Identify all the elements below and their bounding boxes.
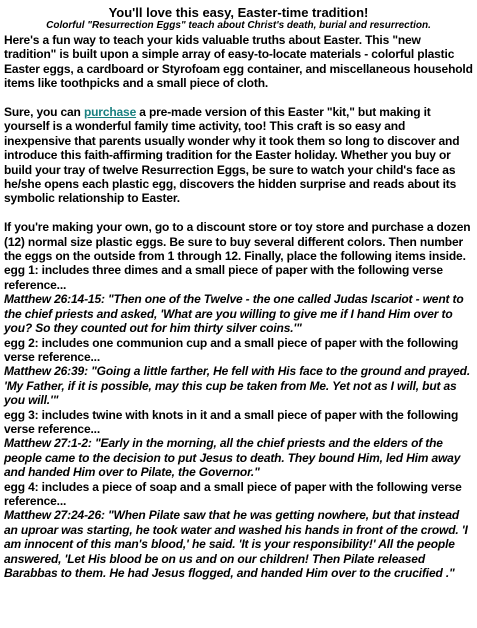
- egg-1-label: egg 1:: [4, 263, 39, 278]
- egg-3-reference: Matthew 27:1-2:: [4, 436, 92, 451]
- egg-4-reference: Matthew 27:24-26:: [4, 508, 105, 523]
- intro-paragraph-2-rest: a pre-made version of this Easter "kit," but making it yourself is a wonderful family time activity, too! This craft is so easy and inexpensive that parents usually wonder why it took them so long to discover and introduce this faith-affirming tradition for the Easter holiday. Whether you buy or build your tray of twelve Resurrection Eggs, be sure to watch your child's face as he/she opens each plastic egg, discovers the hidden surprise and reads about its symbolic relationship to Easter.: [4, 105, 460, 206]
- egg-2-verse: [4, 364, 473, 407]
- article-body: [4, 33, 473, 580]
- egg-3-instruction: [4, 408, 473, 437]
- page-title: You'll love this easy, Easter-time tradition!: [108, 5, 369, 20]
- egg-2-item: includes one communion cup and a small piece of paper with the following verse reference...: [4, 335, 459, 364]
- egg-1-reference: Matthew 26:14-15:: [4, 292, 105, 307]
- egg-3-item: includes twine with knots in it and a small piece of paper with the following verse reference...: [4, 407, 459, 436]
- intro-paragraph-3: If you're making your own, go to a discount store or toy store and purchase a dozen (12) normal size plastic eggs. Be sure to buy several different colors. Then number the eggs on the outside from 1 through 12. Finally, place the following items inside.: [4, 220, 471, 264]
- intro-paragraph-1: Here's a fun way to teach your kids valuable truths about Easter. This "new tradition" is built upon a simple array of easy-to-locate materials - colorful plastic Easter eggs, a cardboard or Styrofoam egg container, and miscellaneous household items like toothpicks and a small piece of cloth.: [4, 33, 473, 91]
- intro-paragraph-2: [4, 105, 473, 206]
- paragraph-spacer: [4, 91, 473, 105]
- egg-1-instruction: [4, 263, 473, 292]
- egg-4-item: includes a piece of soap and a small piece of paper with the following verse reference...: [4, 479, 462, 508]
- egg-4-label: egg 4:: [4, 479, 39, 494]
- egg-2-verse-text: "Going a little farther, He fell with His face to the ground and prayed. 'My Father, if it is possible, may this cup be taken from Me. Yet not as I will, but as you will.'": [4, 364, 471, 408]
- egg-1-item: includes three dimes and a small piece of paper with the following verse reference...: [4, 263, 443, 292]
- purchase-link[interactable]: purchase: [83, 105, 137, 120]
- egg-1-verse: [4, 292, 473, 335]
- paragraph-spacer: [4, 206, 473, 220]
- egg-4-verse-text: "When Pilate saw that he was getting nowhere, but that instead an uproar was starting, he took water and washed his hands in front of the crowd. 'I am innocent of this man's blood,' he said. 'It is your responsibility!' All the people answered, 'Let His blood be on us and on our children! Then Pilate released Barabbas to them. He had Jesus flogged, and handed Him over to the crucified .": [4, 508, 468, 580]
- egg-4-instruction: [4, 480, 473, 509]
- egg-2-label: egg 2:: [4, 335, 39, 350]
- egg-3-label: egg 3:: [4, 407, 39, 422]
- egg-3-verse: [4, 436, 473, 479]
- egg-3-verse-text: "Early in the morning, all the chief priests and the elders of the people came to the decision to put Jesus to death. They bound Him, led Him away and handed Him over to Pilate, the Governor.": [4, 436, 461, 480]
- intro-paragraph-2-start: Sure, you can: [4, 105, 84, 120]
- egg-1-verse-text: "Then one of the Twelve - the one called Judas Iscariot - went to the chief priests and asked, 'What are you willing to give me if I hand Him over to you? So they counted out for him thirty silver coins.'": [4, 292, 464, 336]
- page-subtitle: Colorful "Resurrection Eggs" teach about Christ's death, burial and resurrection.: [46, 20, 431, 31]
- egg-4-verse: [4, 508, 473, 580]
- egg-2-reference: Matthew 26:39:: [4, 364, 88, 379]
- egg-2-instruction: [4, 336, 473, 365]
